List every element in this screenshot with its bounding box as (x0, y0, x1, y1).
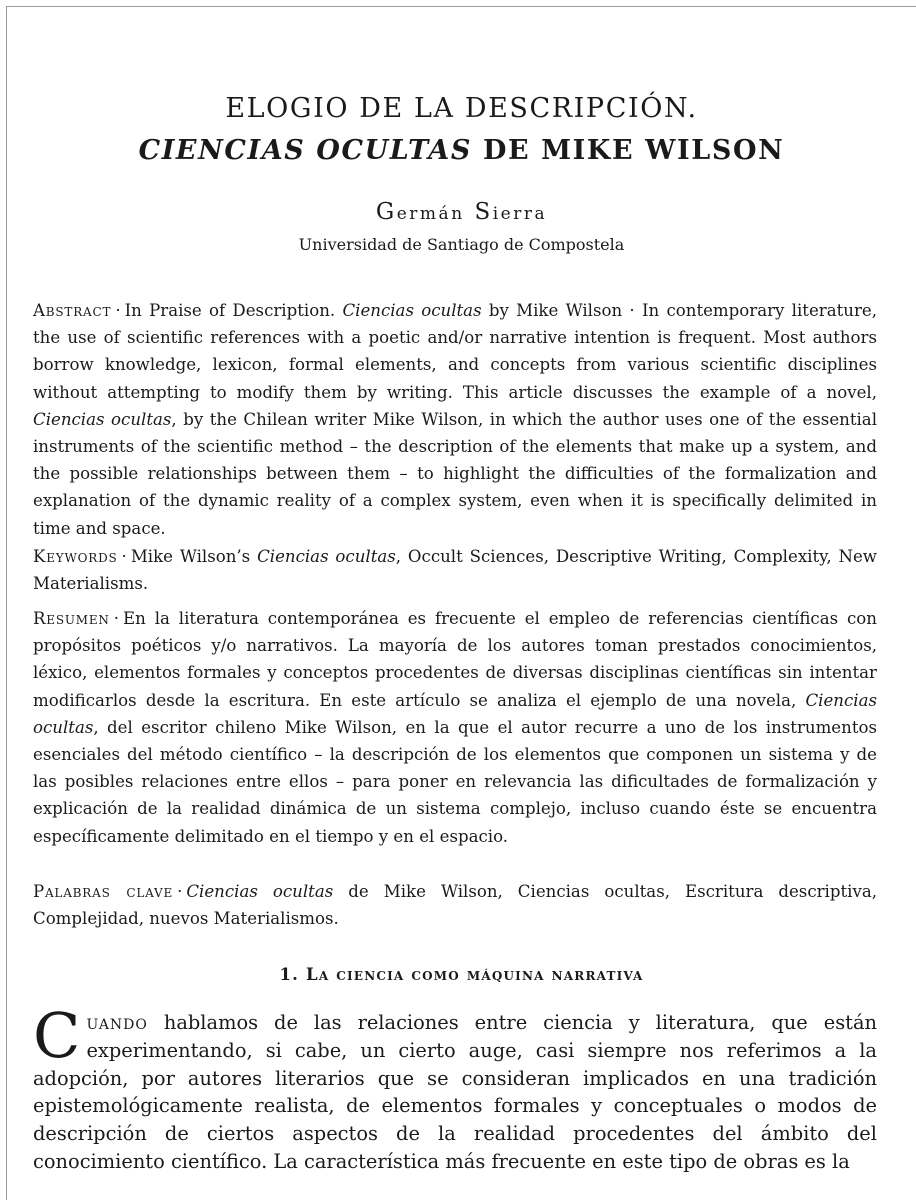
abstract-text: , by the Chilean writer Mike Wilson, in which the author uses one of the essential instruments of the scientific method – the description of the elements that make up a system, and the possible relationships between them – to highlight the difficulties of the formalization and explanation of the dynamic reality of a complex system, even when it is specifically delimited in time and space. (33, 409, 877, 538)
author-affiliation: Universidad de Santiago de Compostela (298, 235, 625, 254)
abstract-text: In Praise of Description. (124, 301, 343, 320)
author-name (7, 199, 916, 225)
title-italic-part: CIENCIAS OCULTAS (138, 135, 472, 166)
drop-cap: C (33, 999, 81, 1072)
resumen-paragraph (33, 605, 877, 850)
article-title-line1: ELOGIO DE LA DESCRIPCIÓN. (225, 93, 698, 124)
palabras-clave-text: de Mike Wilson, Ciencias ocultas, Escritura descriptiva, Complejidad, nuevos Materialismos. (33, 882, 877, 929)
title-rest-part: DE MIKE WILSON (471, 135, 785, 166)
section-body-paragraph (33, 999, 877, 1176)
palabras-clave-separator: · (177, 882, 183, 901)
author-last-rest: ierra (492, 204, 548, 224)
author-last-initial: S (474, 199, 493, 225)
author-first-rest: ermán (396, 204, 465, 224)
keywords-label: Keywords (33, 547, 118, 566)
section-heading: 1. La ciencia como máquina narrativa (279, 965, 644, 984)
document-page (6, 6, 916, 1200)
palabras-clave-paragraph (33, 878, 877, 932)
keywords-separator: · (121, 547, 127, 566)
article-title-line2 (7, 135, 916, 166)
abstract-text: by Mike Wilson · In contemporary literature, the use of scientific references with a poetic and/or narrative intention is frequent. Most authors borrow knowledge, lexicon, formal elements, and concepts from various scientific disciplines without attempting to modify them by writing. This article discusses the example of a novel, (33, 301, 877, 402)
palabras-clave-label: Palabras clave (33, 882, 174, 901)
abstract-italic: Ciencias ocultas (342, 301, 482, 320)
abstract-separator: · (115, 301, 121, 320)
author-first-initial: G (375, 199, 397, 225)
lead-word: uando (86, 1011, 148, 1034)
palabras-clave-italic: Ciencias ocultas (186, 882, 334, 901)
abstract-paragraph (33, 297, 877, 542)
keywords-paragraph (33, 543, 877, 597)
keywords-text: , Occult Sciences, Descriptive Writing, Complexity, New Materialisms. (33, 547, 877, 594)
resumen-text: , del escritor chileno Mike Wilson, en la que el autor recurre a uno de los instrumentos esenciales del método científico – la descripción de los elementos que componen un sistema y de las posibles relaciones entre ellos – para poner en relevancia las dificultades de formalización y explicación de la realidad dinámica de un sistema complejo, incluso cuando éste se encuentra específicamente delimitado en el tiempo y en el espacio. (33, 717, 877, 846)
resumen-separator: · (113, 609, 120, 628)
resumen-text: En la literatura contemporánea es frecuente el empleo de referencias científicas con propósitos poéticos y/o narrativos. La mayoría de los autores toman prestados conocimientos, léxico, elementos formales y conceptos procedentes de diversas disciplinas científicas sin intentar modificarlos desde la escritura. En este artículo se analiza el ejemplo de una novela, (33, 609, 877, 710)
resumen-label: Resumen (33, 609, 110, 628)
abstract-italic: Ciencias ocultas (33, 409, 172, 429)
abstract-label: Abstract (33, 301, 112, 320)
section-body-text: hablamos de las relaciones entre ciencia y literatura, que están experimentando, si cabe, un cierto auge, casi siempre nos referimos a la adopción, por autores literarios que se consideran implicados en una tradición epistemológicamente realista, de elementos formales y conceptuales o modos de descripción de ciertos aspectos de la realidad procedentes del ámbito del conocimiento científico. La característica más frecuente en este tipo de obras es la (33, 1011, 877, 1173)
keywords-italic: Ciencias ocultas (257, 547, 396, 566)
resumen-italic: Ciencias ocultas (33, 690, 877, 737)
keywords-text: Mike Wilson’s (130, 547, 258, 566)
